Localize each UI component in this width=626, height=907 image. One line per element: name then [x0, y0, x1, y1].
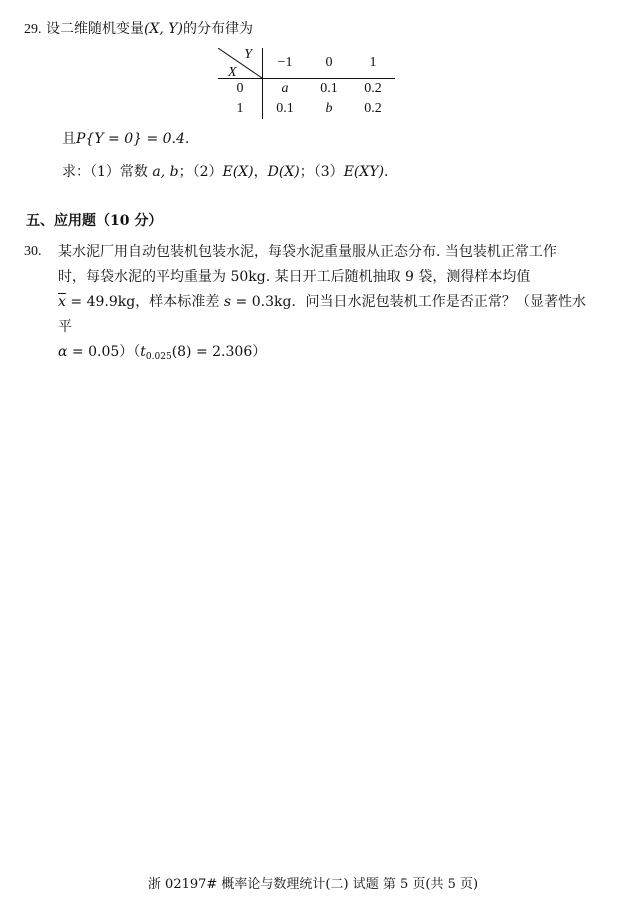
table-row — [218, 99, 395, 119]
stem-text-suffix: 的分布律为 — [183, 21, 253, 37]
question-30-body — [58, 240, 586, 370]
question-number: 29. — [24, 22, 42, 37]
alpha-symbol: α — [58, 344, 68, 360]
column-header: 1 — [351, 48, 395, 79]
q30-line: 某水泥厂用自动包装机包装水泥，每袋水泥重量服从正态分布. 当包装机正常工作 — [58, 244, 557, 260]
column-header: −1 — [263, 48, 308, 79]
table-row — [218, 79, 395, 100]
table-cell: a — [281, 81, 289, 96]
row-header: 0 — [218, 79, 263, 100]
table-corner-cell — [218, 48, 263, 79]
page-footer: 浙 02197# 概率论与数理统计(二) 试题 第 5 页(共 5 页) — [147, 877, 479, 892]
row-variable-label: X — [228, 65, 237, 80]
stem-math: (X, Y) — [143, 21, 183, 37]
table-cell: 0.1 — [276, 101, 294, 116]
q30-line: $\overline{x} = 49.9kg$，样本标准差 s = 0.3kg．问当日水泥包装机工作是否正常？（显著性水平 — [58, 294, 587, 335]
section-title: 五、应用题（10 分） — [26, 213, 163, 229]
table-header-row — [218, 48, 395, 79]
q30-line: 时，每袋水泥的平均重量为 50kg. 某日开工后随机抽取 9 袋，测得样本均值 — [58, 269, 531, 285]
sample-mean-symbol: $\overline{x}$ — [58, 294, 66, 310]
question-number: 30. — [24, 244, 42, 259]
diagonal-line — [218, 48, 262, 78]
stem-text: 设二维随机变量 — [45, 21, 144, 37]
given-condition: 且P{Y = 0} = 0.4. — [62, 131, 190, 147]
table-cell: 0.2 — [364, 101, 382, 116]
table-cell: 0.1 — [320, 81, 338, 96]
column-variable-label: Y — [244, 47, 252, 62]
question-29-stem — [24, 20, 253, 39]
given-math: P{Y = 0} = 0.4 — [76, 131, 185, 147]
table-cell: b — [325, 101, 333, 116]
table-cell: 0.2 — [364, 81, 382, 96]
distribution-table — [218, 48, 395, 119]
q30-line: $\alpha = 0.05)(t_{0.025}(8) = 2.306)$ — [58, 344, 267, 362]
row-header: 1 — [218, 99, 263, 119]
column-header: 0 — [307, 48, 351, 79]
question-29-asks: 求：（1）常数 a, b；（2）E(X)，D(X)；（3）E(XY). — [62, 164, 389, 180]
